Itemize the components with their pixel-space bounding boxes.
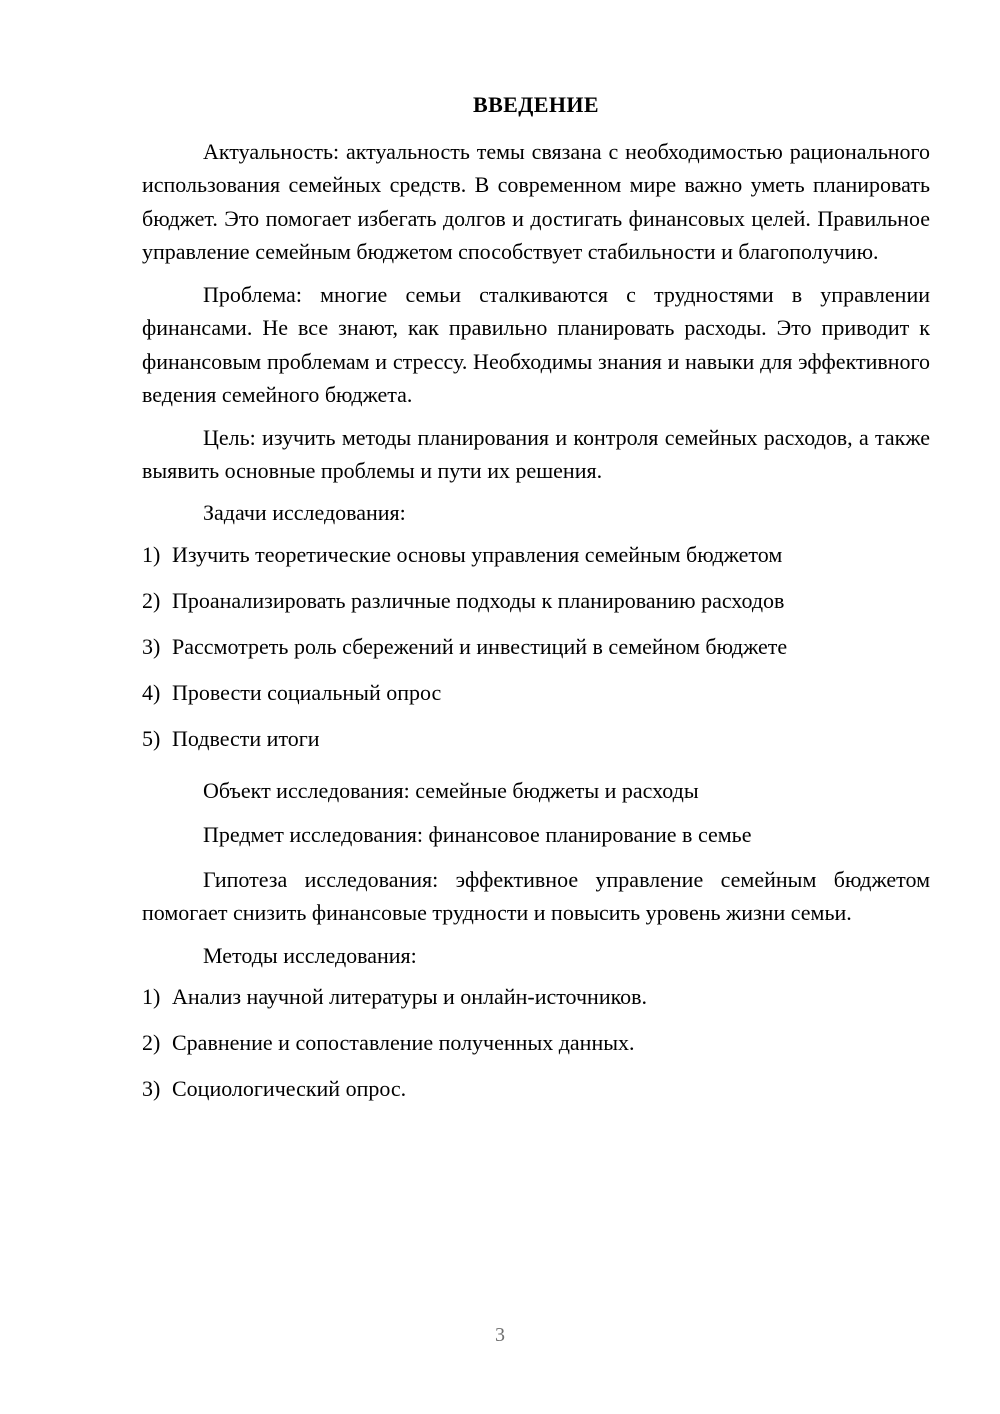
methods-list [142,980,930,1105]
list-item-text: Социологический опрос. [172,1076,407,1101]
list-item-text: Анализ научной литературы и онлайн-источников. [172,984,648,1009]
list-item [142,538,930,571]
tasks-list [142,538,930,755]
list-item-text: Изучить теоретические основы управления семейным бюджетом [172,541,783,567]
methods-label: Методы исследования: [203,942,417,968]
list-item [142,1072,930,1105]
list-marker: 2) [142,587,161,613]
list-item [142,722,930,755]
list-item-text: Провести социальный опрос [172,679,442,705]
list-marker: 3) [142,633,161,659]
paragraph-subject: Предмет исследования: финансовое планирование в семье [203,822,752,848]
page-number: 3 [495,1324,505,1346]
list-item [142,676,930,709]
list-item-text: Сравнение и сопоставление полученных данных. [172,1030,635,1055]
list-item [142,630,930,663]
paragraph-object: Объект исследования: семейные бюджеты и расходы [203,777,699,803]
paragraph-goal: Цель: изучить методы планирования и контроля семейных расходов, а также выявить основные проблемы и пути их решения. [142,424,930,483]
page-title: ВВЕДЕНИЕ [473,92,599,117]
list-item-text: Рассмотреть роль сбережений и инвестиций в семейном бюджете [172,633,788,659]
paragraph-problem: Проблема: многие семьи сталкиваются с трудностями в управлении финансами. Не все знают, как правильно планировать расходы. Это приводит к финансовым проблемам и стрессу. Необходимы знания и навыки для эффективного ведения семейного бюджета. [142,281,930,408]
list-marker: 5) [142,725,161,751]
list-marker: 1) [142,541,161,567]
list-marker: 2) [142,1030,161,1055]
list-marker: 1) [142,984,161,1009]
list-item-text: Проанализировать различные подходы к планированию расходов [172,587,785,613]
tasks-label: Задачи исследования: [203,500,406,526]
list-item-text: Подвести итоги [172,725,320,751]
list-item [142,1026,930,1059]
list-item [142,584,930,617]
list-item [142,980,930,1013]
paragraph-hypothesis: Гипотеза исследования: эффективное управление семейным бюджетом помогает снизить финансовые трудности и повысить уровень жизни семьи. [142,866,930,926]
paragraph-relevance: Актуальность: актуальность темы связана с необходимостью рационального использования семейных средств. В современном мире важно уметь планировать бюджет. Это помогает избегать долгов и достигать финансовых целей. Правильное управление семейным бюджетом способствует стабильности и благополучию. [142,139,930,265]
document-body [142,88,930,1118]
list-marker: 4) [142,679,161,705]
list-marker: 3) [142,1076,161,1101]
